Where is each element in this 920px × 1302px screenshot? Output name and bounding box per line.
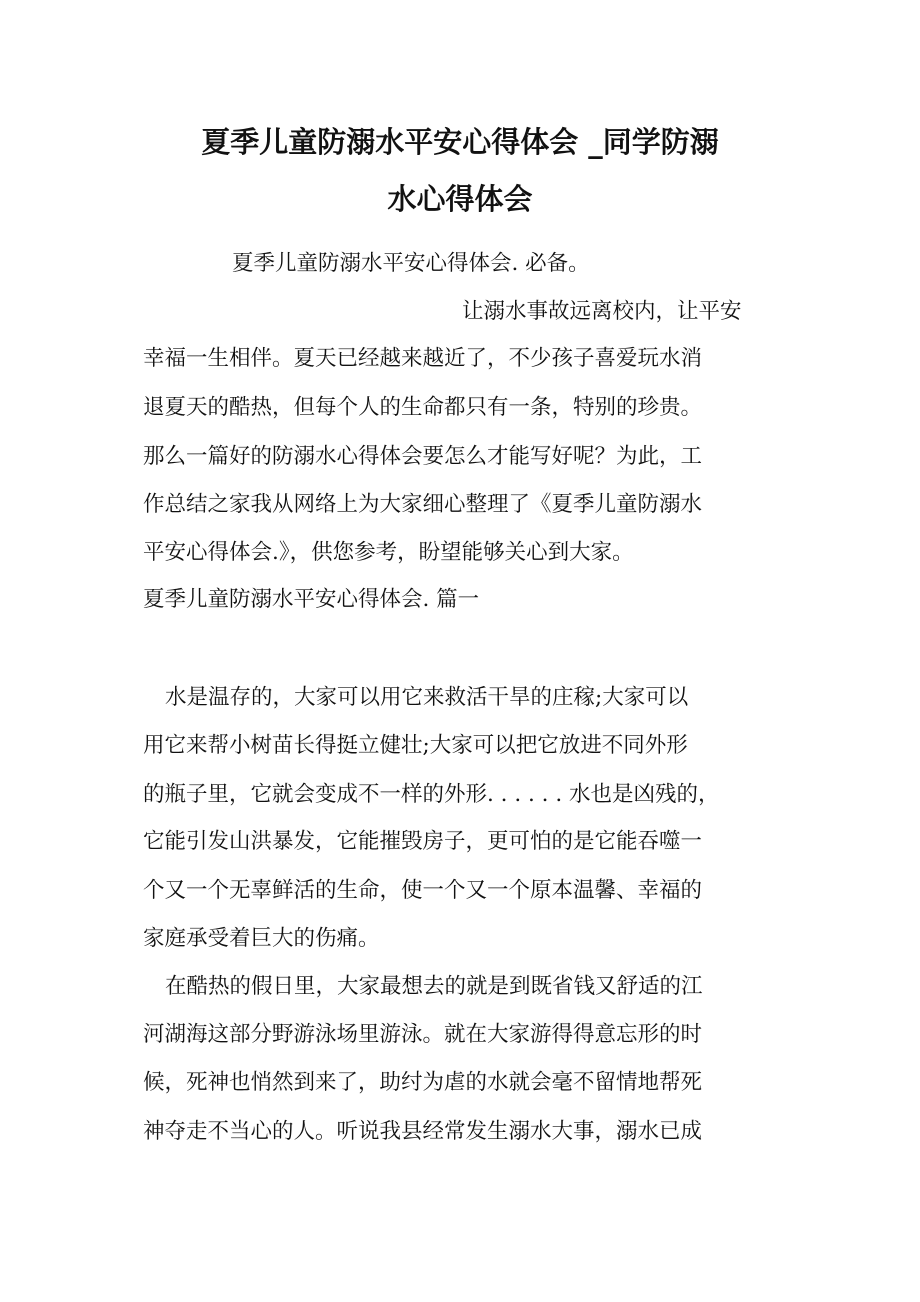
intro-line: 作总结之家我从网络上为大家细心整理了《夏季儿童防溺水 bbox=[143, 492, 703, 517]
paragraph-1-line: 家庭承受着巨大的伤痛。 bbox=[143, 926, 380, 951]
paragraph-2-line: 候，死神也悄然到来了，助纣为虐的水就会毫不留情地帮死 bbox=[143, 1070, 703, 1095]
paragraph-1-line: 水是温存的，大家可以用它来救活干旱的庄稼;大家可以 bbox=[165, 685, 689, 710]
intro-lead: 夏季儿童防溺水平安心得体会. 必备。 bbox=[232, 251, 590, 276]
paragraph-1-line: 用它来帮小树苗长得挺立健壮;大家可以把它放进不同外形 bbox=[143, 733, 688, 758]
intro-line: 退夏天的酷热，但每个人的生命都只有一条，特别的珍贵。 bbox=[143, 395, 703, 420]
paragraph-1-line: 它能引发山洪暴发，它能摧毁房子，更可怕的是它能吞噬一 bbox=[143, 829, 703, 854]
document-title-line-1: 夏季儿童防溺水平安心得体会 _同学防溺 bbox=[201, 125, 719, 159]
paragraph-2-line: 在酷热的假日里，大家最想去的就是到既省钱又舒适的江 bbox=[165, 974, 703, 999]
paragraph-1-line: 个又一个无辜鲜活的生命，使一个又一个原本温馨、幸福的 bbox=[143, 878, 703, 903]
section-heading: 夏季儿童防溺水平安心得体会. 篇一 bbox=[143, 587, 480, 612]
paragraph-2-line: 神夺走不当心的人。听说我县经常发生溺水大事，溺水已成 bbox=[143, 1119, 703, 1144]
document-title-line-2: 水心得体会 bbox=[387, 182, 533, 216]
intro-line: 那么一篇好的防溺水心得体会要怎么才能写好呢？为此，工 bbox=[143, 444, 703, 469]
paragraph-1-line: 的瓶子里，它就会变成不一样的外形. . . . . . 水也是凶残的， bbox=[143, 782, 720, 807]
intro-line: 幸福一生相伴。夏天已经越来越近了，不少孩子喜爱玩水消 bbox=[143, 346, 703, 371]
intro-line: 平安心得体会.》，供您参考，盼望能够关心到大家。 bbox=[143, 540, 634, 565]
intro-indented: 让溺水事故远离校内，让平安 bbox=[462, 299, 742, 324]
paragraph-2-line: 河湖海这部分野游泳场里游泳。就在大家游得得意忘形的时 bbox=[143, 1022, 703, 1047]
